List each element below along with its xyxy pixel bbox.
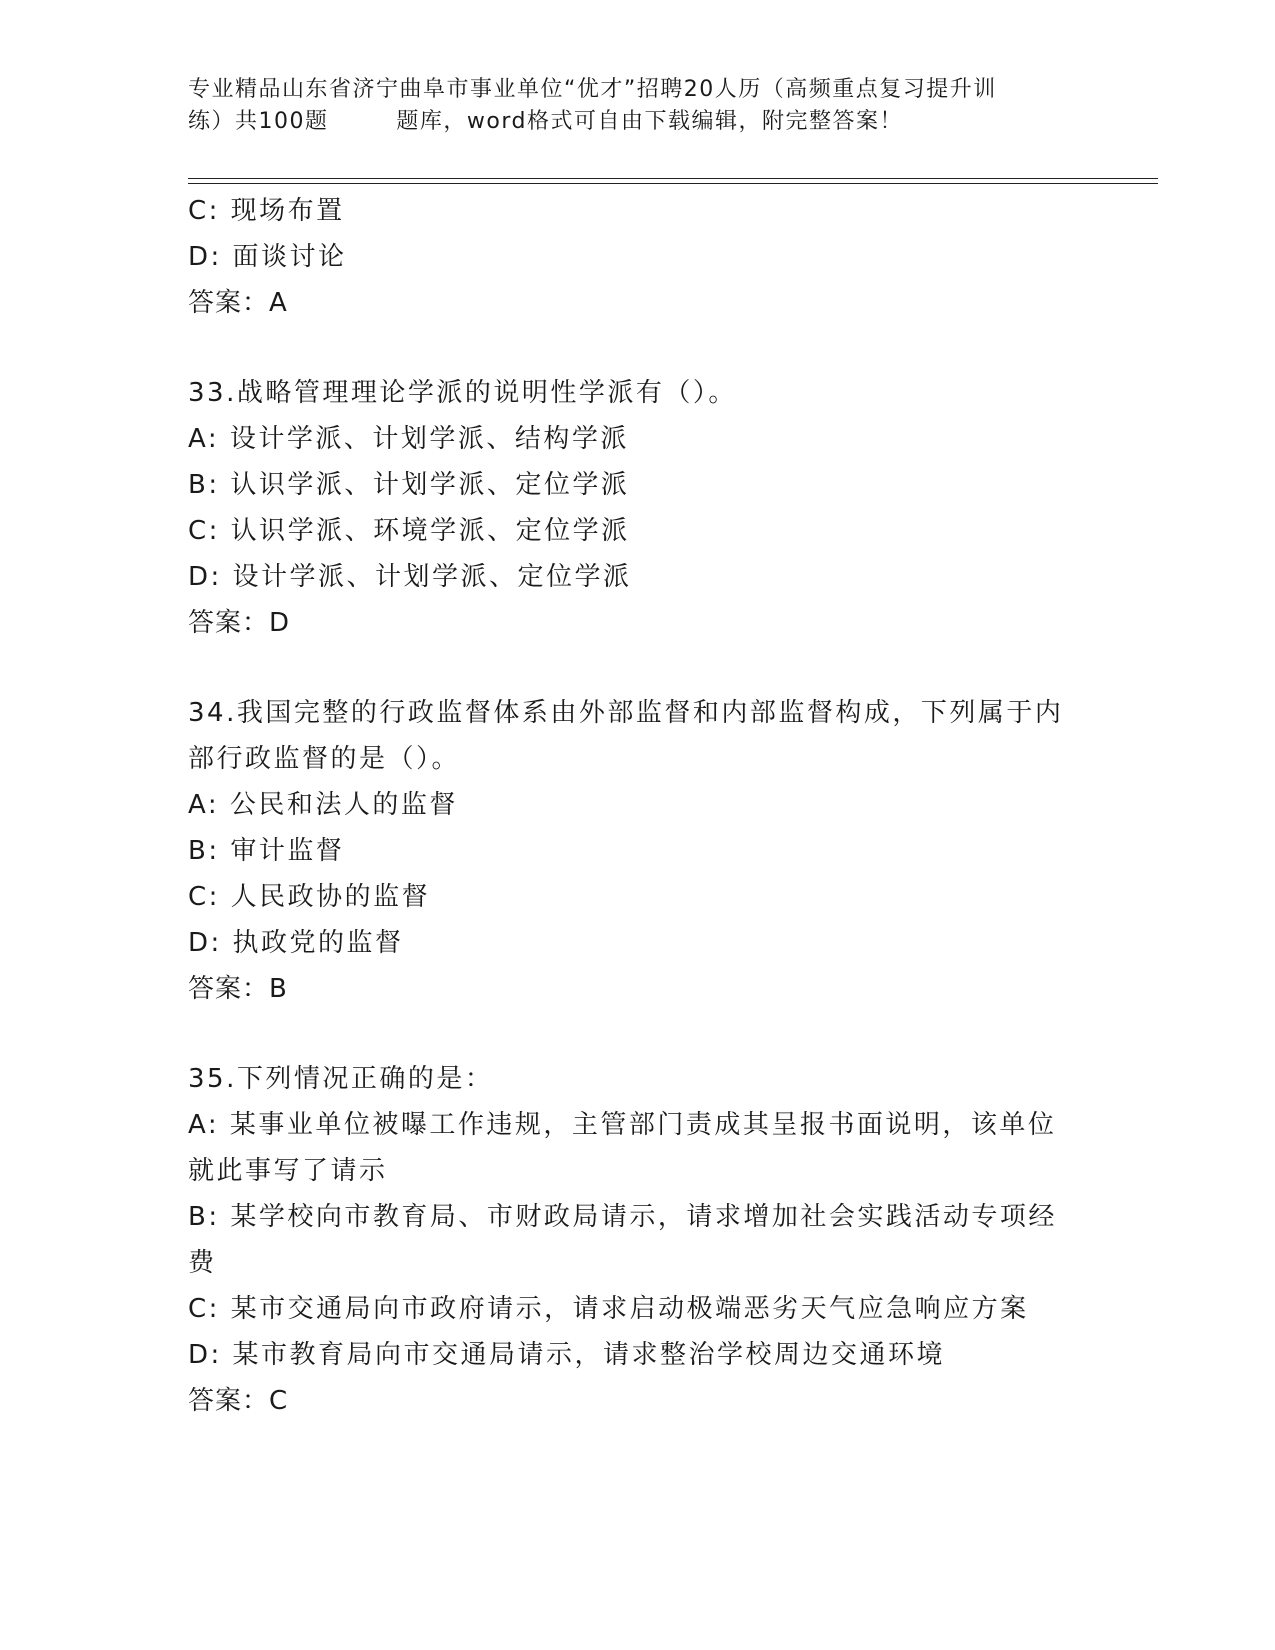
answer: 答案：C bbox=[188, 1386, 289, 1416]
option-d: D: 设计学派、计划学派、定位学派 bbox=[188, 562, 632, 592]
option-a: A: 某事业单位被曝工作违规，主管部门责成其呈报书面说明，该单位 bbox=[188, 1110, 1057, 1140]
spacer bbox=[188, 326, 1078, 370]
answer: 答案：D bbox=[188, 608, 291, 638]
option-a: A: 公民和法人的监督 bbox=[188, 790, 458, 820]
option-c: C: 人民政协的监督 bbox=[188, 882, 431, 912]
question-stem: 35.下列情况正确的是： bbox=[188, 1064, 494, 1094]
option-d: D: 执政党的监督 bbox=[188, 928, 404, 958]
option-d: D: 面谈讨论 bbox=[188, 242, 347, 272]
document-header bbox=[188, 74, 1068, 138]
question-stem: 33.战略管理理论学派的说明性学派有（）。 bbox=[188, 378, 737, 408]
option-b: B: 认识学派、计划学派、定位学派 bbox=[188, 470, 630, 500]
option-b: B: 审计监督 bbox=[188, 836, 345, 866]
spacer bbox=[188, 1012, 1078, 1056]
document-body bbox=[188, 188, 1078, 1424]
answer: 答案：B bbox=[188, 974, 288, 1004]
option-b: B: 某学校向市教育局、市财政局请示，请求增加社会实践活动专项经 bbox=[188, 1202, 1057, 1232]
question-34 bbox=[188, 690, 1078, 1012]
option-c: C: 现场布置 bbox=[188, 196, 345, 226]
question-32-tail bbox=[188, 188, 1078, 326]
option-c: C: 某市交通局向市政府请示，请求启动极端恶劣天气应急响应方案 bbox=[188, 1294, 1029, 1324]
question-stem: 34.我国完整的行政监督体系由外部监督和内部监督构成，下列属于内 bbox=[188, 698, 1064, 728]
header-line-2: 练）共100题 题库，word格式可自由下载编辑，附完整答案！ bbox=[188, 109, 904, 134]
option-a-continued: 就此事写了请示 bbox=[188, 1156, 388, 1186]
question-33 bbox=[188, 370, 1078, 646]
header-line-1: 专业精品山东省济宁曲阜市事业单位“优才”招聘20人历（高频重点复习提升训 bbox=[188, 77, 997, 102]
header-divider-bottom bbox=[188, 183, 1158, 184]
header-divider-top bbox=[188, 178, 1158, 179]
option-d: D: 某市教育局向市交通局请示，请求整治学校周边交通环境 bbox=[188, 1340, 946, 1370]
option-a: A: 设计学派、计划学派、结构学派 bbox=[188, 424, 629, 454]
answer: 答案：A bbox=[188, 288, 288, 318]
option-c: C: 认识学派、环境学派、定位学派 bbox=[188, 516, 630, 546]
spacer bbox=[188, 646, 1078, 690]
question-stem-continued: 部行政监督的是（）。 bbox=[188, 744, 461, 774]
question-35 bbox=[188, 1056, 1078, 1424]
option-b-continued: 费 bbox=[188, 1248, 217, 1278]
